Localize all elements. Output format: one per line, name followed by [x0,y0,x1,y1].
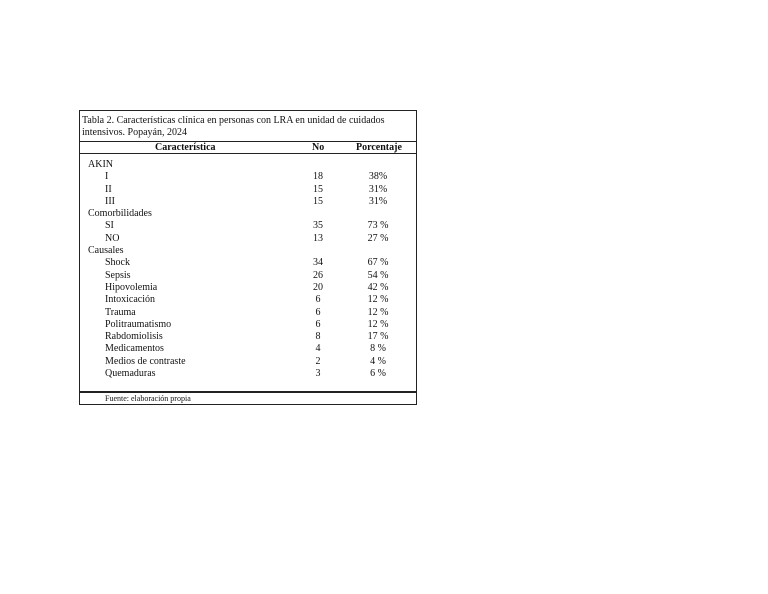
row-label: Hipovolemia [105,281,158,293]
table-group-row [80,208,416,220]
row-count: 6 [315,318,321,330]
data-table [79,110,417,405]
row-percent: 27 % [367,232,389,244]
row-label: AKIN [88,159,113,170]
table-row [80,319,416,331]
row-count: 6 [315,306,321,318]
table-row [80,171,416,183]
row-percent: 12 % [367,306,389,318]
table-row [80,196,416,208]
table-row [80,184,416,196]
row-count: 4 [315,343,321,355]
row-label: Rabdomiolisis [105,331,163,343]
table-row [80,307,416,319]
table-row [80,257,416,269]
row-count: 26 [313,269,323,281]
row-percent: 4 % [370,355,386,367]
row-label: Comorbilidades [88,208,152,220]
table-row [80,294,416,306]
table-bottom-rule [80,391,416,393]
row-percent: 67 % [367,257,389,269]
row-count: 18 [313,171,323,183]
row-percent: 8 % [370,343,386,355]
row-percent: 42 % [367,281,389,293]
header-percent: Porcentaje [356,142,402,153]
row-count: 8 [315,331,321,343]
row-percent: 38% [368,171,388,183]
row-label: Politraumatismo [105,318,172,330]
row-count: 13 [313,232,323,244]
row-label: III [105,195,115,207]
row-label: Sepsis [105,269,131,281]
row-count: 2 [315,355,321,367]
row-count: 3 [315,368,321,380]
row-label: I [105,171,109,183]
table-group-row [80,245,416,257]
row-count: 6 [315,294,321,306]
row-percent: 6 % [370,368,386,380]
table-caption: Tabla 2. Características clínica en personas con LRA en unidad de cuidados intensivos. Popayán, 2024 [82,115,385,138]
row-label: SI [105,220,114,232]
row-label: Trauma [105,306,136,318]
table-body [80,159,416,380]
row-count: 20 [313,281,323,293]
row-label: Quemaduras [105,368,156,380]
row-percent: 31% [368,183,388,195]
row-label: Shock [105,257,130,269]
row-count: 34 [313,257,323,269]
header-characteristic: Característica [155,142,216,153]
row-label: Causales [88,245,124,257]
table-row [80,368,416,380]
table-source-note: Fuente: elaboración propia [105,394,191,403]
row-count: 15 [313,183,323,195]
row-percent: 73 % [367,220,389,232]
table-header-rule [80,153,416,154]
row-label: Medios de contraste [105,355,186,367]
row-label: Medicamentos [105,343,164,355]
row-percent: 12 % [367,294,389,306]
row-label: Intoxicación [105,294,155,306]
table-row [80,233,416,245]
row-percent: 54 % [367,269,389,281]
row-percent: 17 % [367,331,389,343]
row-label: II [105,183,112,195]
header-count: No [312,142,325,153]
table-row [80,343,416,355]
table-row [80,220,416,232]
row-label: NO [105,232,120,244]
table-group-row [80,159,416,171]
row-count: 15 [313,195,323,207]
table-row [80,356,416,368]
table-row [80,282,416,294]
row-percent: 31% [368,195,388,207]
row-count: 35 [313,220,323,232]
row-percent: 12 % [367,318,389,330]
table-row [80,270,416,282]
table-row [80,331,416,343]
